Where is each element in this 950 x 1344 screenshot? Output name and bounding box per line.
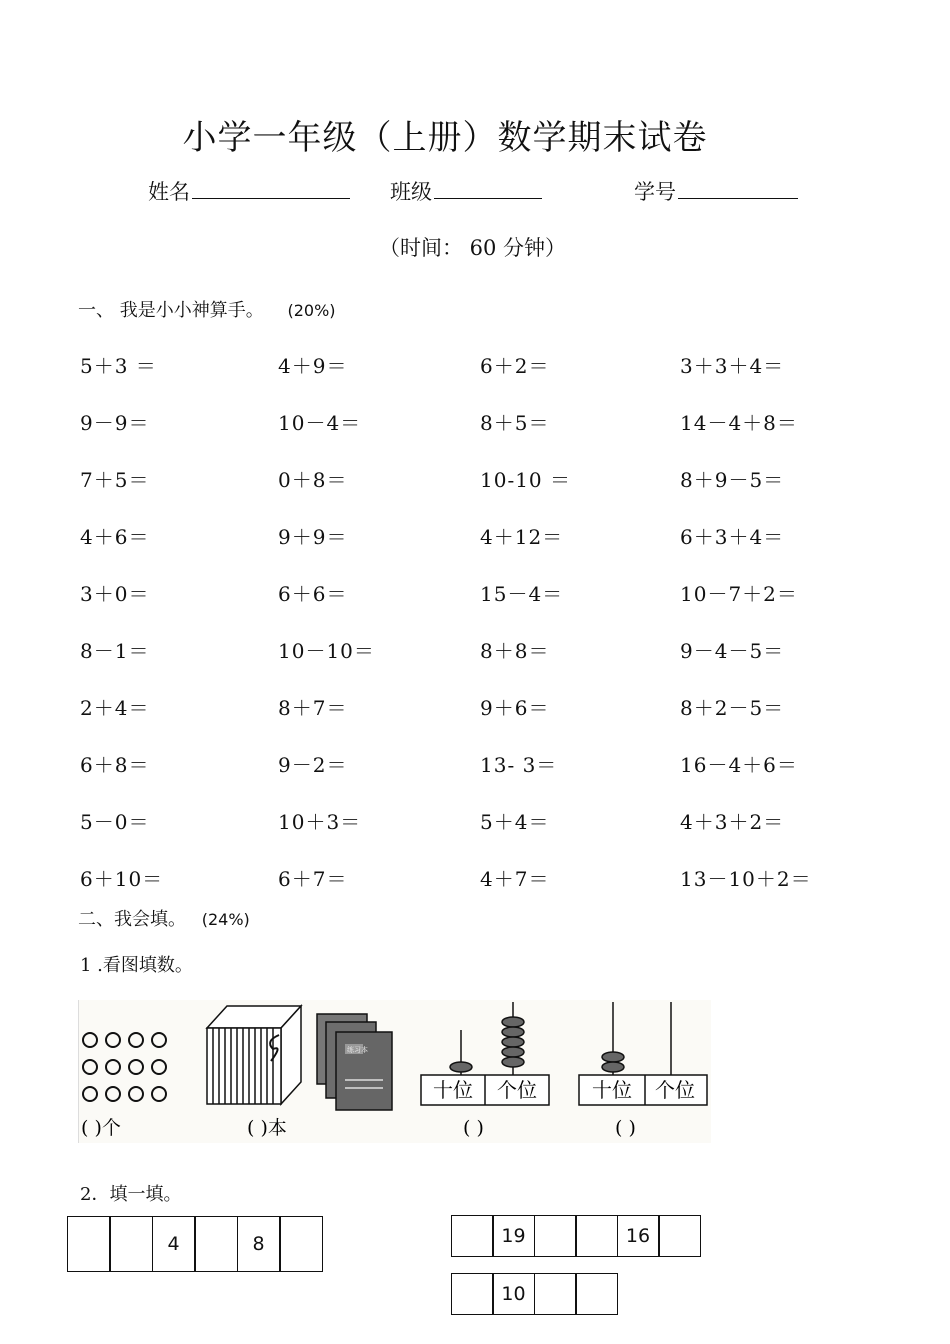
problem-item: 8＋7＝	[278, 696, 348, 720]
problem-item: 4＋3＋2＝	[680, 810, 785, 834]
notebook-stack-icon	[317, 1014, 392, 1110]
sequence-box[interactable]	[534, 1215, 577, 1257]
counting-figure-svg	[79, 1000, 711, 1143]
problem-row	[80, 806, 920, 863]
problem-item: 9－9＝	[80, 411, 150, 435]
problem-item: 10－7＋2＝	[680, 582, 798, 606]
problem-item: 4＋9＝	[278, 354, 348, 378]
counting-figure	[78, 1000, 711, 1143]
sequence-box[interactable]: 4	[152, 1216, 196, 1272]
problem-row	[80, 464, 920, 521]
book-bundle-icon	[207, 1006, 301, 1104]
id-blank[interactable]	[678, 178, 798, 199]
sequence-box[interactable]	[575, 1273, 618, 1315]
problem-item: 8＋5＝	[480, 411, 550, 435]
problem-item: 7＋5＝	[80, 468, 150, 492]
sequence-box[interactable]: 16	[617, 1215, 660, 1257]
abacus-2-ones-label: 个位	[655, 1078, 695, 1102]
sequence-box[interactable]	[109, 1216, 153, 1272]
problem-item: 5＋3 ＝	[80, 354, 157, 378]
paren-ge[interactable]: ( )个	[81, 1117, 121, 1139]
problem-item: 6＋7＝	[278, 867, 348, 891]
name-label: 姓名	[148, 180, 190, 204]
question-1-label: 1 .看图填数。	[80, 955, 193, 976]
problem-row	[80, 578, 920, 635]
problem-item: 2＋4＝	[80, 696, 150, 720]
problem-item: 4＋6＝	[80, 525, 150, 549]
problem-item: 5＋4＝	[480, 810, 550, 834]
section-2-heading	[78, 905, 250, 931]
sequence-boxes-3	[452, 1273, 618, 1315]
problem-item: 6＋10＝	[80, 867, 164, 891]
problem-row	[80, 749, 920, 806]
problem-item: 10－10＝	[278, 639, 375, 663]
problem-item: 3＋0＝	[80, 582, 150, 606]
problem-item: 8＋2－5＝	[680, 696, 785, 720]
sequence-boxes-1	[68, 1216, 323, 1272]
section-1-percent: (20%)	[287, 301, 336, 320]
question-2-label: 2．填一填。	[80, 1184, 182, 1205]
sequence-box[interactable]	[575, 1215, 618, 1257]
sequence-box[interactable]	[194, 1216, 238, 1272]
problem-row	[80, 350, 920, 407]
notebook-text: 练习本	[347, 1046, 368, 1054]
sequence-box[interactable]	[534, 1273, 577, 1315]
sequence-box[interactable]	[451, 1215, 494, 1257]
section-1-heading	[78, 296, 336, 322]
problem-item: 3＋3＋4＝	[680, 354, 785, 378]
problem-item: 8＋8＝	[480, 639, 550, 663]
class-label: 班级	[390, 180, 432, 204]
id-field	[634, 176, 798, 206]
name-field	[148, 176, 350, 206]
sequence-box[interactable]	[67, 1216, 111, 1272]
problem-row	[80, 521, 920, 578]
page-title: 小学一年级（上册）数学期末试卷	[182, 118, 708, 158]
problem-item: 14－4＋8＝	[680, 411, 798, 435]
section-2-percent: (24%)	[201, 910, 250, 929]
paren-ben[interactable]: ( )本	[247, 1117, 287, 1139]
problem-item: 9＋6＝	[480, 696, 550, 720]
problem-item: 6＋6＝	[278, 582, 348, 606]
paren-abacus-1[interactable]: ( )	[463, 1117, 484, 1139]
problem-row	[80, 407, 920, 464]
sequence-box[interactable]: 10	[492, 1273, 535, 1315]
sequence-box[interactable]: 19	[492, 1215, 535, 1257]
problem-item: 0＋8＝	[278, 468, 348, 492]
abacus-1-ones-label: 个位	[497, 1078, 537, 1102]
problem-item: 9－2＝	[278, 753, 348, 777]
problem-item: 15－4＝	[480, 582, 564, 606]
problem-item: 4＋12＝	[480, 525, 564, 549]
time-note: （时间： 60 分钟）	[378, 236, 567, 260]
problem-item: 10－4＝	[278, 411, 362, 435]
problem-item: 8＋9－5＝	[680, 468, 785, 492]
problem-item: 16－4＋6＝	[680, 753, 798, 777]
id-label: 学号	[634, 180, 676, 204]
problem-item: 4＋7＝	[480, 867, 550, 891]
sequence-box[interactable]	[451, 1273, 494, 1315]
paren-abacus-2[interactable]: ( )	[615, 1117, 636, 1139]
problem-item: 9＋9＝	[278, 525, 348, 549]
problem-item: 5－0＝	[80, 810, 150, 834]
problem-item: 6＋3＋4＝	[680, 525, 785, 549]
sequence-boxes-2	[452, 1215, 701, 1257]
class-field	[390, 176, 542, 206]
problem-item: 6＋2＝	[480, 354, 550, 378]
problem-item: 8－1＝	[80, 639, 150, 663]
sequence-box[interactable]: 8	[237, 1216, 281, 1272]
problem-item: 10-10 ＝	[480, 468, 572, 492]
problem-item: 9－4－5＝	[680, 639, 785, 663]
sequence-box[interactable]	[658, 1215, 701, 1257]
abacus-1-tens-label: 十位	[433, 1078, 473, 1102]
name-blank[interactable]	[192, 178, 350, 199]
problem-item: 10＋3＝	[278, 810, 362, 834]
problem-item: 13－10＋2＝	[680, 867, 812, 891]
section-2-title: 二、我会填。	[78, 909, 186, 930]
sequence-box[interactable]	[279, 1216, 323, 1272]
abacus-2-tens-label: 十位	[592, 1078, 632, 1102]
arithmetic-grid	[80, 350, 920, 920]
circles-group	[83, 1033, 166, 1101]
problem-row	[80, 635, 920, 692]
problem-item: 6＋8＝	[80, 753, 150, 777]
section-1-title: 一、 我是小小神算手。	[78, 300, 264, 321]
class-blank[interactable]	[434, 178, 542, 199]
problem-row	[80, 692, 920, 749]
problem-item: 13- 3＝	[480, 753, 558, 777]
